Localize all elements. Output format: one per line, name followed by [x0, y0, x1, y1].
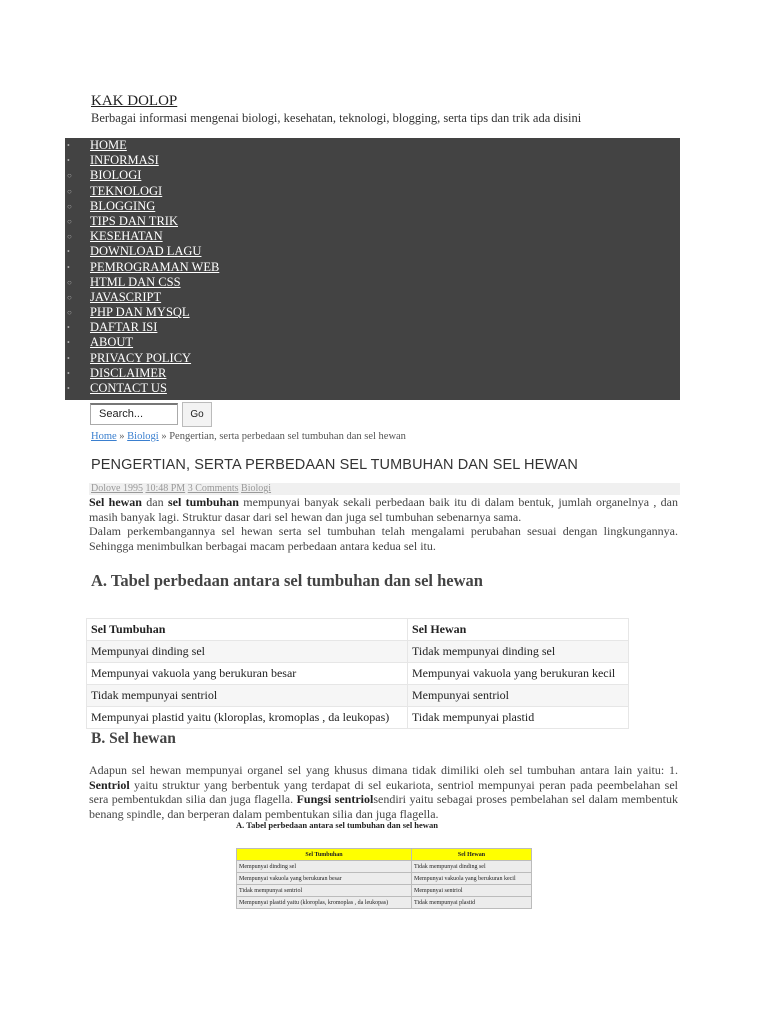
body-text: yaitu struktur yang berbentuk yang terdapat di sel eukariota, sentriol mempunyai peran pada peembelahan sel sera pembentukdan silia dan juga flagella.: [89, 777, 678, 806]
bullet-icon: ○: [67, 216, 72, 226]
section-b-paragraph: [89, 763, 678, 821]
table-cell: Tidak mempunyai dinding sel: [408, 641, 629, 663]
search-input[interactable]: Search...: [90, 403, 178, 425]
intro-paragraph: Dalam perkembangannya sel hewan serta sel tumbuhan telah mengalami perubahan sesuai dengan lingkungannya. Sehingga menimbulkan berbagai macam perbedaan antara kedua sel itu.: [89, 524, 678, 553]
term-fungsi-sentriol: Fungsi sentriol: [296, 792, 374, 806]
body-text: Adapun sel hewan mempunyai organel sel yang khusus dimana tidak dimiliki oleh sel tumbuhan antara lain yaitu: 1.: [89, 763, 678, 777]
figure-table-row: [237, 885, 532, 897]
section-heading-a: A. Tabel perbedaan antara sel tumbuhan dan sel hewan: [91, 571, 483, 590]
post-meta: [89, 483, 680, 495]
term-sel-hewan: Sel hewan: [89, 495, 142, 509]
nav-item-label[interactable]: HTML DAN CSS: [90, 274, 181, 289]
post-intro: [89, 495, 678, 553]
figure-table-cell: Mempunyai plastid yaitu (kloroplas, kromoplas , da leukopas): [237, 897, 412, 909]
breadcrumb-separator: »: [116, 431, 128, 442]
table-cell: Mempunyai plastid yaitu (kloroplas, kromoplas , da leukopas): [87, 707, 408, 729]
figure-table-header: Sel Hewan: [412, 849, 532, 861]
term-sel-tumbuhan: sel tumbuhan: [167, 495, 239, 509]
site-title[interactable]: KAK DOLOP: [91, 93, 178, 109]
table-cell: Mempunyai vakuola yang berukuran kecil: [408, 663, 629, 685]
nav-item-label[interactable]: BIOLOGI: [90, 168, 142, 183]
nav-item-label[interactable]: ABOUT: [90, 335, 134, 350]
bullet-icon: ○: [67, 232, 72, 242]
bullet-icon: •: [67, 353, 70, 363]
table-cell: Mempunyai dinding sel: [87, 641, 408, 663]
figure-table-row: [237, 897, 532, 909]
nav-item-label[interactable]: DISCLAIMER: [90, 365, 167, 380]
bullet-icon: ○: [67, 308, 72, 318]
body-text: sendiri yaitu sebagai proses pembelahan sel dalam membentuk benang spindle, dan berperan dalam pembentukan silia dan juga flagella.: [89, 792, 678, 821]
term-sentriol: Sentriol: [89, 777, 130, 792]
nav-item-label[interactable]: JAVASCRIPT: [90, 289, 162, 304]
table-row: [87, 663, 629, 685]
bullet-icon: •: [67, 247, 70, 257]
site-description: Berbagai informasi mengenai biologi, kesehatan, teknologi, blogging, serta tips dan trik ada disini: [91, 111, 582, 125]
breadcrumb-separator: »: [158, 431, 170, 442]
table-header: Sel Hewan: [408, 619, 629, 641]
nav-item-label[interactable]: KESEHATAN: [90, 229, 163, 244]
nav-item-label[interactable]: PEMROGRAMAN WEB: [90, 259, 220, 274]
figure-table-row: [237, 861, 532, 873]
post-category-link[interactable]: Biologi: [241, 483, 272, 494]
comparison-table: [86, 618, 629, 729]
table-header: Sel Tumbuhan: [87, 619, 408, 641]
section-heading-b: B. Sel hewan: [91, 730, 176, 747]
bullet-icon: ○: [67, 277, 72, 287]
bullet-icon: •: [67, 156, 70, 166]
figure-table-cell: Tidak mempunyai dinding sel: [412, 861, 532, 873]
nav-item-label[interactable]: PRIVACY POLICY: [90, 350, 192, 365]
intro-text: mempunyai banyak sekali perbedaan baik itu di dalam bentuk, jumlah organelnya , dan masih banyak lagi. Struktur dasar dari sel hewan dan juga sel tumbuhan sebenarnya sama.: [89, 495, 678, 524]
nav-item-label[interactable]: PHP DAN MYSQL: [90, 305, 190, 320]
nav-item-label[interactable]: INFORMASI: [90, 153, 159, 168]
figure-table-header-row: [237, 849, 532, 861]
figure-table-header: Sel Tumbuhan: [237, 849, 412, 861]
nav-item-label[interactable]: BLOGGING: [90, 198, 156, 213]
nav-item-label[interactable]: DAFTAR ISI: [90, 320, 158, 335]
figure-table-row: [237, 873, 532, 885]
figure-table-cell: Mempunyai dinding sel: [237, 861, 412, 873]
search-button[interactable]: Go: [182, 402, 212, 427]
bullet-icon: ○: [67, 292, 72, 302]
bullet-icon: •: [67, 384, 70, 393]
post-title: PENGERTIAN, SERTA PERBEDAAN SEL TUMBUHAN DAN SEL HEWAN: [91, 457, 578, 473]
figure-table-cell: Mempunyai vakuola yang berukuran besar: [237, 873, 412, 885]
bullet-icon: •: [67, 338, 70, 348]
table-row: [87, 641, 629, 663]
post-time-link[interactable]: 10:48 PM: [145, 483, 186, 494]
table-cell: Mempunyai sentriol: [408, 685, 629, 707]
breadcrumb-category-link[interactable]: Biologi: [127, 431, 159, 442]
table-header-row: [87, 619, 629, 641]
figure-table: [236, 848, 532, 909]
table-image: [234, 820, 534, 915]
figure-table-cell: Mempunyai vakuola yang berukuran kecil: [412, 873, 532, 885]
intro-paragraph: [89, 495, 678, 524]
nav-item-label[interactable]: DOWNLOAD LAGU: [90, 244, 202, 259]
bullet-icon: •: [67, 262, 70, 272]
main-nav: [65, 138, 680, 400]
nav-item-label[interactable]: TIPS DAN TRIK: [90, 213, 178, 228]
bullet-icon: ○: [67, 171, 72, 181]
nav-item-label[interactable]: HOME: [90, 138, 127, 152]
table-cell: Tidak mempunyai plastid: [408, 707, 629, 729]
intro-text: dan: [142, 495, 168, 509]
bullet-icon: ○: [67, 186, 72, 196]
nav-item-label[interactable]: CONTACT US: [90, 381, 167, 395]
table-cell: Tidak mempunyai sentriol: [87, 685, 408, 707]
breadcrumb-current: Pengertian, serta perbedaan sel tumbuhan dan sel hewan: [169, 431, 406, 442]
table-row: [87, 685, 629, 707]
table-row: [87, 707, 629, 729]
figure-table-cell: Mempunyai sentriol: [412, 885, 532, 897]
figure-caption: A. Tabel perbedaan antara sel tumbuhan dan sel hewan: [236, 820, 438, 830]
figure-table-cell: Tidak mempunyai plastid: [412, 897, 532, 909]
nav-item-label[interactable]: TEKNOLOGI: [90, 183, 163, 198]
figure-table-cell: Tidak mempunyai sentriol: [237, 885, 412, 897]
bullet-icon: ○: [67, 201, 72, 211]
post-author-link[interactable]: Dolove 1995: [91, 483, 143, 494]
bullet-icon: •: [67, 141, 70, 150]
breadcrumb: [91, 431, 406, 442]
table-cell: Mempunyai vakuola yang berukuran besar: [87, 663, 408, 685]
bullet-icon: •: [67, 323, 70, 333]
post-comments-link[interactable]: 3 Comments: [187, 483, 239, 494]
bullet-icon: •: [67, 368, 70, 378]
breadcrumb-home-link[interactable]: Home: [91, 431, 117, 442]
